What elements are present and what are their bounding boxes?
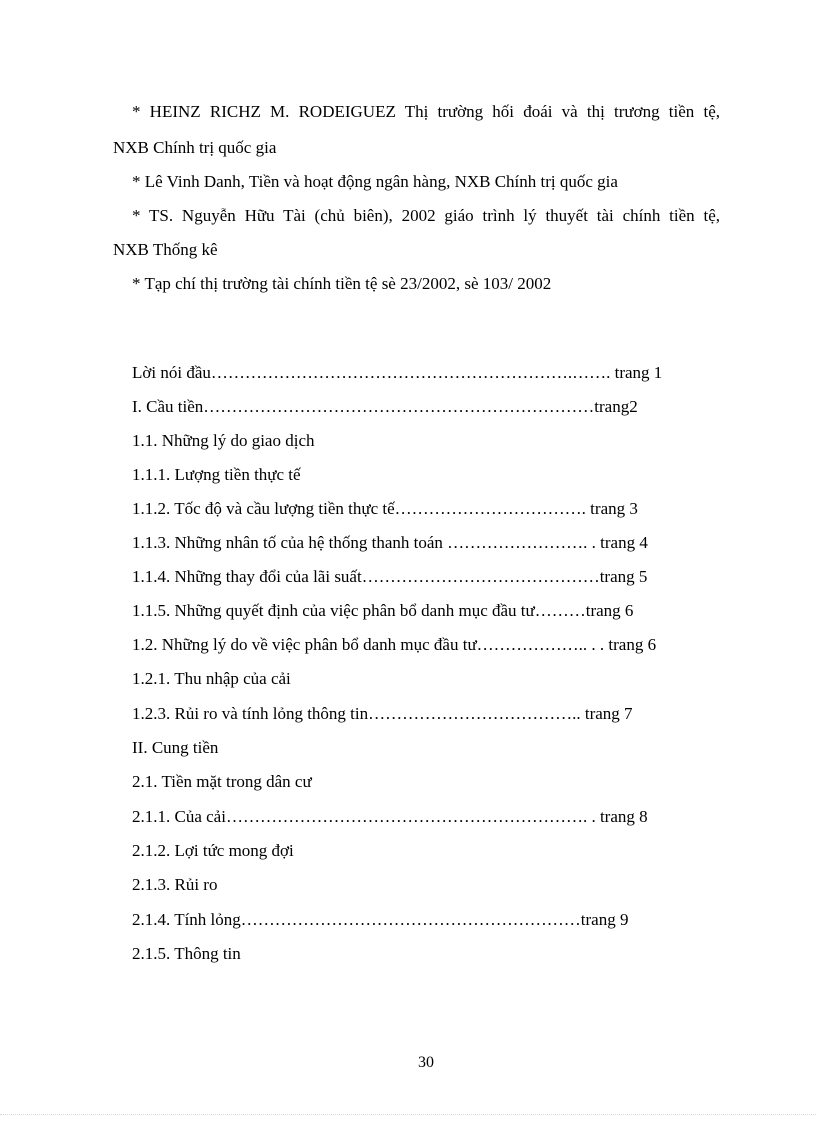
toc-entry-1-1: 1.1. Những lý do giao dịch bbox=[132, 431, 315, 450]
toc-entry-2-1-1: 2.1.1. Của cải………………………………………………………. . trang 8 bbox=[132, 807, 648, 826]
toc-entry-1-1-1: 1.1.1. Lượng tiền thực tế bbox=[132, 465, 301, 484]
toc-entry-2-1-2: 2.1.2. Lợi tức mong đợi bbox=[132, 841, 294, 860]
toc-entry-cau-tien: I. Cầu tiền……………………………………………………………trang2 bbox=[132, 397, 638, 416]
reference-2-line-1: * Lê Vinh Danh, Tiền và hoạt động ngân hàng, NXB Chính trị quốc gia bbox=[132, 172, 618, 191]
toc-entry-loi-noi-dau: Lời nói đầu……………………………………………………….……. trang 1 bbox=[132, 363, 663, 382]
toc-entry-1-1-2: 1.1.2. Tốc độ và cầu lượng tiền thực tế……………………………. trang 3 bbox=[132, 499, 638, 518]
toc-entry-2-1-3: 2.1.3. Rủi ro bbox=[132, 875, 218, 894]
page-bottom-divider bbox=[0, 1114, 816, 1115]
toc-entry-2-1-5: 2.1.5. Thông tin bbox=[132, 944, 241, 963]
toc-entry-cung-tien: II. Cung tiền bbox=[132, 738, 219, 757]
toc-entry-2-1: 2.1. Tiền mặt trong dân cư bbox=[132, 772, 312, 791]
toc-entry-1-2-1: 1.2.1. Thu nhập của cải bbox=[132, 669, 291, 688]
toc-entry-2-1-4: 2.1.4. Tính lỏng……………………………………………………trang 9 bbox=[132, 910, 629, 929]
reference-3-line-2: NXB Thống kê bbox=[113, 240, 218, 259]
reference-1-line-2: NXB Chính trị quốc gia bbox=[113, 138, 277, 157]
toc-entry-1-2-3: 1.2.3. Rủi ro và tính lỏng thông tin……………………………….. trang 7 bbox=[132, 704, 633, 723]
reference-3-line-1: * TS. Nguyễn Hữu Tài (chủ biên), 2002 giáo trình lý thuyết tài chính tiền tệ, bbox=[132, 206, 720, 225]
toc-entry-1-1-5: 1.1.5. Những quyết định của việc phân bổ danh mục đầu tư………trang 6 bbox=[132, 601, 634, 620]
toc-entry-1-1-3: 1.1.3. Những nhân tố của hệ thống thanh toán ……………………. . trang 4 bbox=[132, 533, 648, 552]
reference-4-line-1: * Tạp chí thị trường tài chính tiền tệ sè 23/2002, sè 103/ 2002 bbox=[132, 274, 552, 293]
toc-entry-1-2: 1.2. Những lý do về việc phân bổ danh mục đầu tư……………….. . . trang 6 bbox=[132, 635, 657, 654]
toc-entry-1-1-4: 1.1.4. Những thay đổi của lãi suất……………………………………trang 5 bbox=[132, 567, 648, 586]
reference-1-line-1: * HEINZ RICHZ M. RODEIGUEZ Thị trường hối đoái và thị trương tiền tệ, bbox=[132, 102, 720, 121]
page-number: 30 bbox=[418, 1054, 434, 1071]
